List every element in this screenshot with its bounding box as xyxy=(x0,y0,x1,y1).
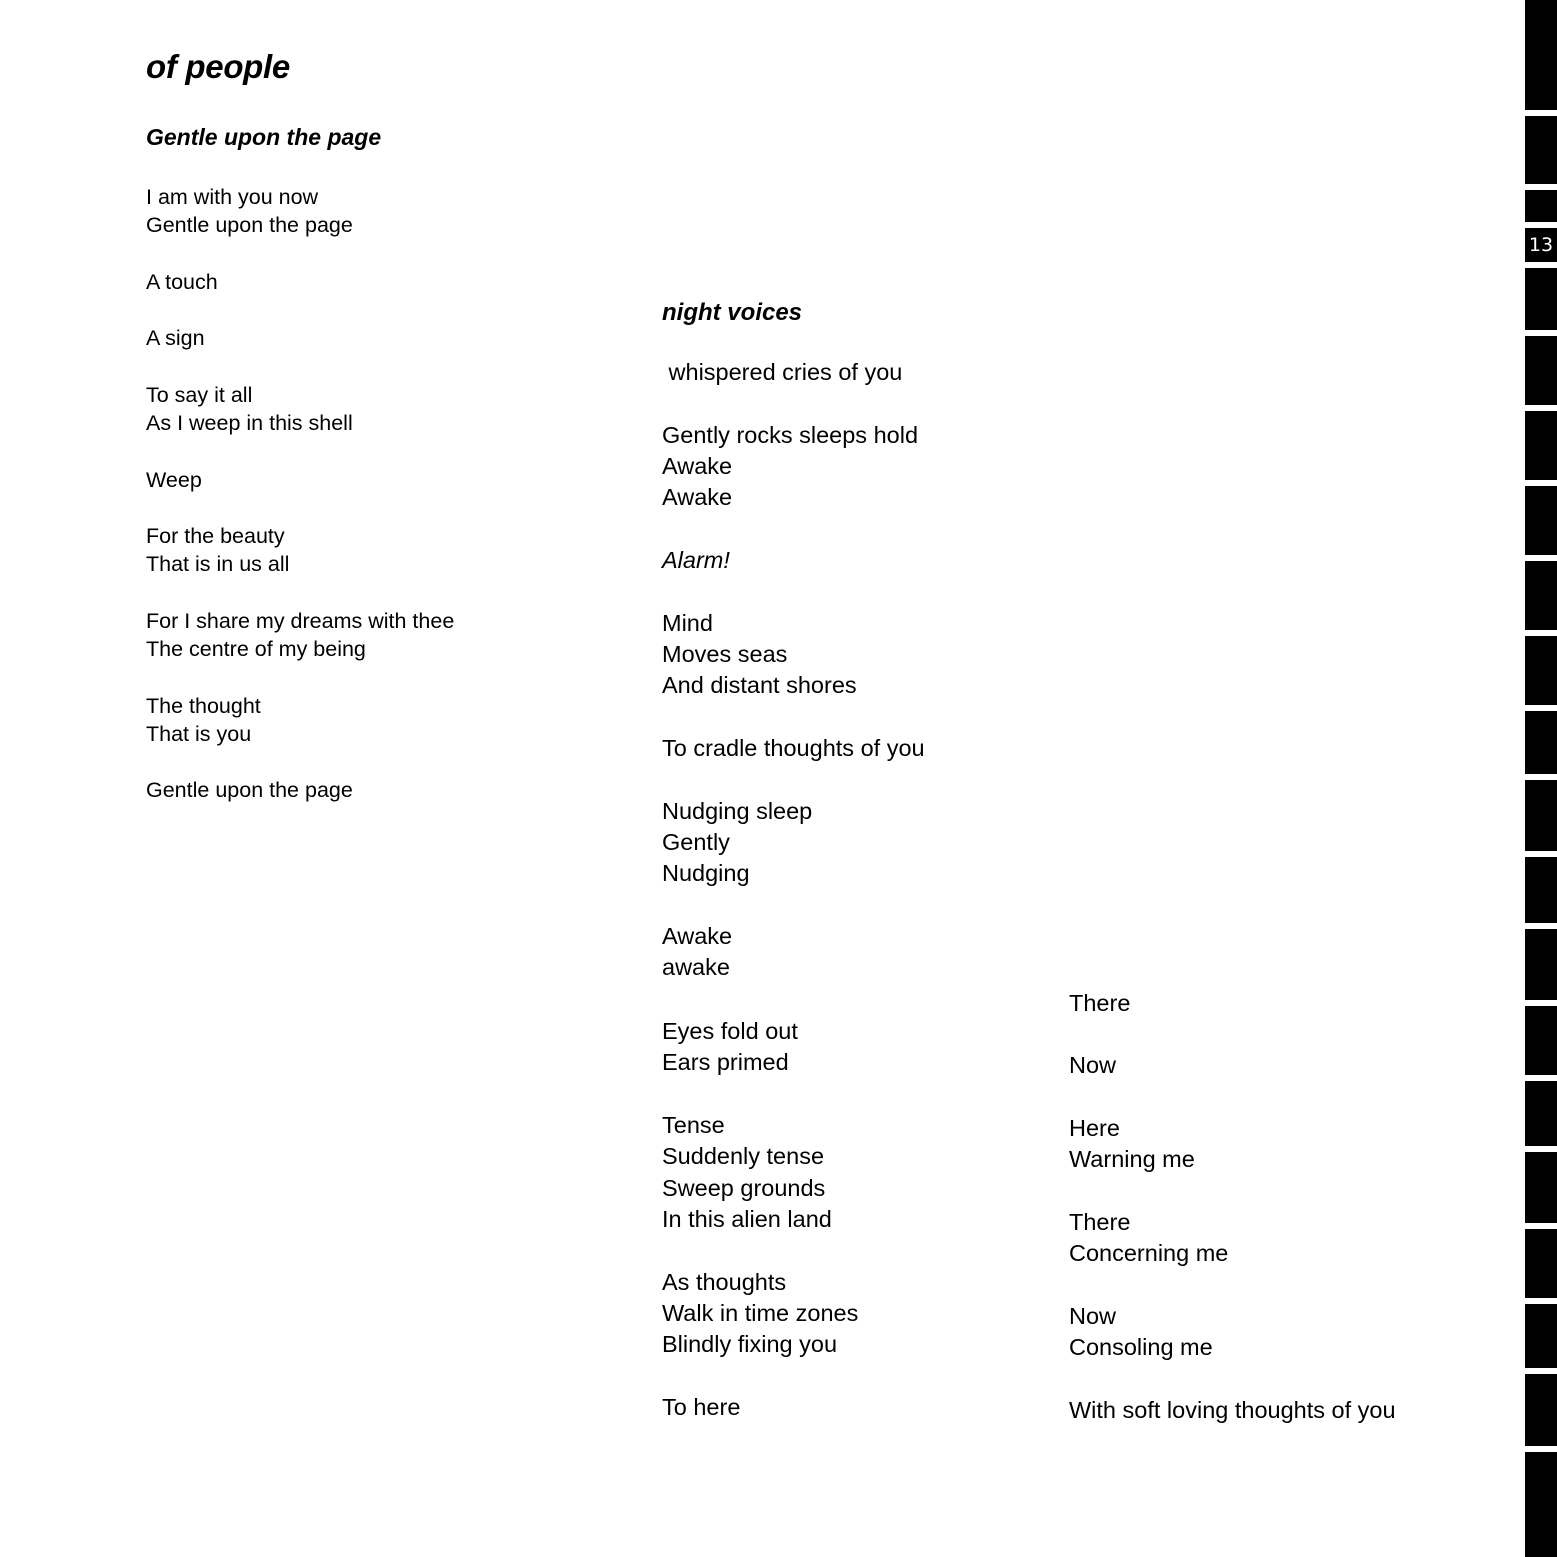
poem-line: There xyxy=(1069,990,1131,1016)
poem-line: Now xyxy=(1069,1052,1117,1078)
thumb-tab xyxy=(1525,1152,1557,1223)
thumb-tab xyxy=(1525,411,1557,480)
poem-line: whispered cries of you xyxy=(662,359,903,385)
poem-line: That is in us all xyxy=(146,552,290,576)
poem-line: For I share my dreams with thee xyxy=(146,609,455,633)
poem-line: Sweep grounds xyxy=(662,1175,826,1201)
thumb-tab xyxy=(1525,1006,1557,1075)
thumb-tab xyxy=(1525,561,1557,630)
poem-line: Awake xyxy=(662,923,733,949)
thumb-tab xyxy=(1525,336,1557,405)
poem-line: A sign xyxy=(146,326,205,350)
poem-line: Gently xyxy=(662,829,730,855)
poem-line: I am with you now xyxy=(146,185,319,209)
poem-line: Weep xyxy=(146,468,202,492)
poem-line: Here xyxy=(1069,1115,1120,1141)
thumb-tab xyxy=(1525,0,1557,110)
thumb-tab xyxy=(1525,1374,1557,1446)
poem-line: With soft loving thoughts of you xyxy=(1069,1397,1396,1423)
poem-line: And distant shores xyxy=(662,672,857,698)
poem-line: Blindly fixing you xyxy=(662,1331,838,1357)
poem-line: Suddenly tense xyxy=(662,1143,825,1169)
poem-line: Nudging sleep xyxy=(662,798,813,824)
poem-line: Concerning me xyxy=(1069,1240,1229,1266)
thumb-tab xyxy=(1525,486,1557,555)
thumb-tab xyxy=(1525,636,1557,705)
poem-line: To here xyxy=(662,1394,741,1420)
poem-line: To cradle thoughts of you xyxy=(662,735,925,761)
poem-line: In this alien land xyxy=(662,1206,832,1232)
poem-line-alarm: Alarm! xyxy=(662,547,730,573)
thumb-tab xyxy=(1525,1081,1557,1146)
page-number: 13 xyxy=(1525,228,1557,262)
poem-line: The centre of my being xyxy=(146,637,366,661)
poem-line: awake xyxy=(662,954,730,980)
poem-line: There xyxy=(1069,1209,1131,1235)
poem-line: Warning me xyxy=(1069,1146,1195,1172)
poem-line: Awake xyxy=(662,453,733,479)
poem-line: Consoling me xyxy=(1069,1334,1213,1360)
poem-line: Walk in time zones xyxy=(662,1300,859,1326)
poem-line: Gentle upon the page xyxy=(146,778,353,802)
poem-line: Awake xyxy=(662,484,733,510)
thumb-tab xyxy=(1525,929,1557,1000)
thumb-tab xyxy=(1525,711,1557,774)
poem-line: Gentle upon the page xyxy=(146,213,353,237)
poem-line: Eyes fold out xyxy=(662,1018,798,1044)
thumb-tab xyxy=(1525,1452,1557,1557)
thumb-tab xyxy=(1525,268,1557,330)
poem-title-gentle-upon-the-page: Gentle upon the page xyxy=(146,124,382,150)
poem-line: The thought xyxy=(146,694,261,718)
poem-line: Tense xyxy=(662,1112,725,1138)
poem-title-night-voices: night voices xyxy=(662,299,803,326)
poem-line: For the beauty xyxy=(146,524,285,548)
thumb-tab xyxy=(1525,857,1557,923)
poem-line: As I weep in this shell xyxy=(146,411,353,435)
poem-line: Moves seas xyxy=(662,641,788,667)
poem-line: To say it all xyxy=(146,383,253,407)
poem-line: A touch xyxy=(146,270,218,294)
thumb-tab xyxy=(1525,116,1557,184)
poem-line: That is you xyxy=(146,722,252,746)
poem-line: Now xyxy=(1069,1303,1117,1329)
thumb-tab xyxy=(1525,1304,1557,1368)
thumb-tab xyxy=(1525,190,1557,222)
thumb-tab xyxy=(1525,1229,1557,1298)
thumb-tab xyxy=(1525,780,1557,851)
poem-line: Mind xyxy=(662,610,713,636)
poem-line: Ears primed xyxy=(662,1049,789,1075)
page-heading: of people xyxy=(146,48,290,85)
poem-line: Gently rocks sleeps hold xyxy=(662,422,919,448)
poem-line: As thoughts xyxy=(662,1269,787,1295)
poem-line: Nudging xyxy=(662,860,750,886)
